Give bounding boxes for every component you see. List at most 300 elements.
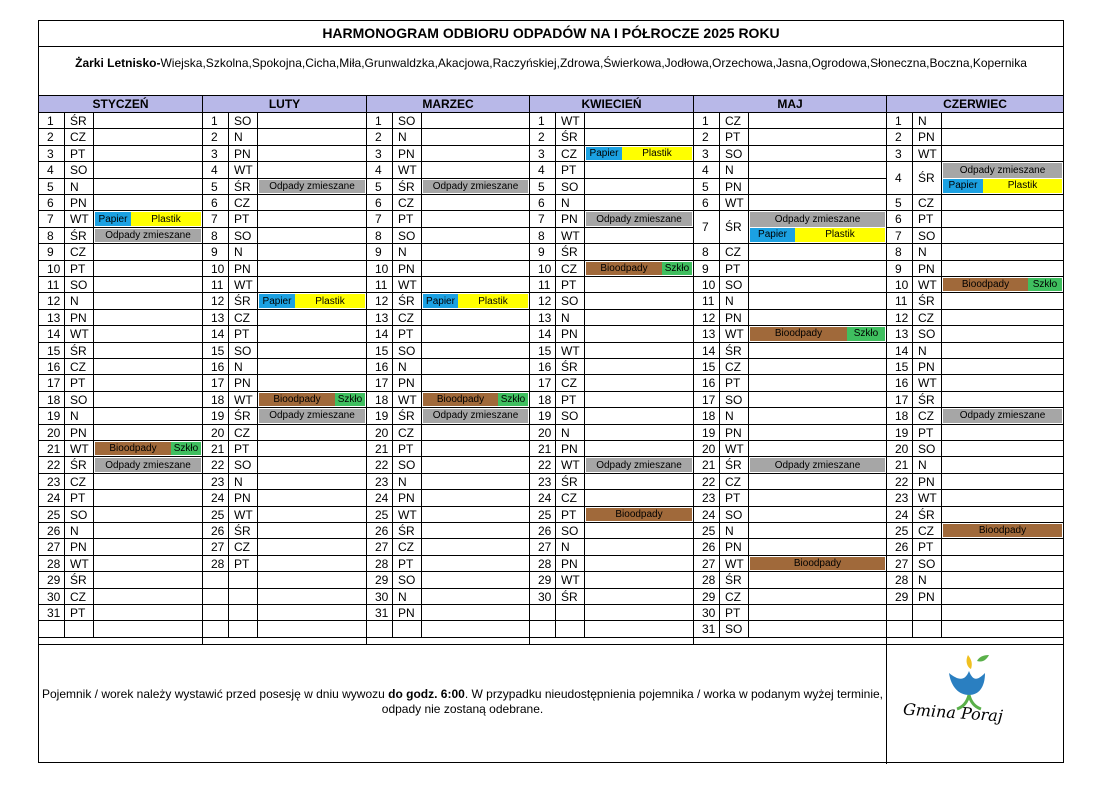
- day-name: CZ: [556, 146, 585, 162]
- day-name: WT: [393, 162, 422, 178]
- day-number: 17: [887, 392, 913, 408]
- day-number: 31: [694, 621, 720, 637]
- day-name: N: [393, 474, 422, 490]
- day-number: 28: [694, 572, 720, 588]
- day-number: 16: [530, 359, 556, 375]
- day-name: SO: [65, 162, 94, 178]
- day-number: 24: [39, 490, 65, 506]
- day-name: SO: [913, 556, 942, 572]
- collection-cell: [94, 605, 202, 621]
- day-number: 4: [367, 162, 393, 178]
- collection-cell: [94, 490, 202, 506]
- collection-cell: [749, 507, 886, 523]
- day-name: N: [556, 425, 585, 441]
- collection-cell: [94, 326, 202, 342]
- day-name: N: [65, 179, 94, 195]
- waste-tag-szklo: Szkło: [171, 442, 201, 455]
- collection-cell: [585, 457, 693, 473]
- collection-cell: [749, 408, 886, 424]
- day-number: 23: [887, 490, 913, 506]
- day-name: PN: [65, 425, 94, 441]
- day-name: CZ: [65, 129, 94, 145]
- collection-cell: [585, 375, 693, 391]
- calendar-grid: [39, 96, 1063, 645]
- day-name: N: [913, 113, 942, 129]
- day-number: 19: [39, 408, 65, 424]
- day-name: SO: [720, 277, 749, 293]
- empty-cell: [585, 605, 693, 621]
- collection-cell: [422, 490, 529, 506]
- day-name: WT: [913, 375, 942, 391]
- collection-cell: [942, 589, 1063, 605]
- day-number: 20: [530, 425, 556, 441]
- empty-cell: [229, 621, 258, 637]
- collection-cell: [94, 310, 202, 326]
- day-number: 12: [530, 293, 556, 309]
- day-name: PT: [720, 129, 749, 145]
- day-number: 20: [203, 425, 229, 441]
- day-name: PN: [720, 539, 749, 555]
- day-number: 14: [887, 343, 913, 359]
- day-number: 23: [39, 474, 65, 490]
- day-number: 19: [530, 408, 556, 424]
- day-name: ŚR: [65, 113, 94, 129]
- day-number: 23: [203, 474, 229, 490]
- day-name: WT: [65, 556, 94, 572]
- day-number: 4: [530, 162, 556, 178]
- day-number: 6: [367, 195, 393, 211]
- day-name: N: [393, 129, 422, 145]
- day-number: 30: [39, 589, 65, 605]
- collection-cell: [422, 179, 529, 195]
- collection-cell: [585, 162, 693, 178]
- day-number: 23: [694, 490, 720, 506]
- collection-cell: [422, 326, 529, 342]
- collection-cell: [749, 310, 886, 326]
- day-number: 28: [530, 556, 556, 572]
- collection-cell: [258, 261, 366, 277]
- day-name: ŚR: [913, 162, 942, 195]
- day-name: ŚR: [556, 589, 585, 605]
- day-number: 22: [530, 457, 556, 473]
- day-name: WT: [556, 572, 585, 588]
- day-number: 30: [367, 589, 393, 605]
- day-number: 1: [203, 113, 229, 129]
- day-number: 8: [887, 244, 913, 260]
- day-name: PT: [556, 392, 585, 408]
- collection-cell: [942, 211, 1063, 227]
- day-name: SO: [65, 507, 94, 523]
- day-number: 1: [887, 113, 913, 129]
- day-name: PN: [393, 490, 422, 506]
- day-name: ŚR: [556, 359, 585, 375]
- day-name: CZ: [720, 244, 749, 260]
- day-number: 19: [694, 425, 720, 441]
- day-name: CZ: [65, 474, 94, 490]
- day-number: 28: [887, 572, 913, 588]
- day-number: 28: [39, 556, 65, 572]
- day-number: 28: [203, 556, 229, 572]
- waste-tag-bio: Bioodpady: [423, 393, 498, 406]
- day-number: 13: [203, 310, 229, 326]
- collection-cell: [585, 589, 693, 605]
- collection-cell: [94, 129, 202, 145]
- day-number: 3: [530, 146, 556, 162]
- collection-cell: [749, 621, 886, 637]
- day-number: 16: [203, 359, 229, 375]
- day-name: ŚR: [65, 572, 94, 588]
- day-number: 30: [530, 589, 556, 605]
- day-number: 24: [203, 490, 229, 506]
- day-name: WT: [393, 392, 422, 408]
- collection-cell: [94, 211, 202, 227]
- collection-cell: [94, 179, 202, 195]
- day-name: PT: [229, 441, 258, 457]
- day-number: 6: [887, 211, 913, 227]
- day-name: PN: [65, 539, 94, 555]
- empty-cell: [203, 589, 229, 605]
- empty-cell: [367, 621, 393, 637]
- day-number: 31: [367, 605, 393, 621]
- day-number: 18: [367, 392, 393, 408]
- gmina-logo-text: Gmina Poraj: [902, 699, 1004, 726]
- day-name: PN: [229, 490, 258, 506]
- empty-cell: [229, 605, 258, 621]
- day-number: 4: [694, 162, 720, 178]
- collection-cell: [585, 507, 693, 523]
- month-6: [887, 96, 1063, 644]
- day-name: ŚR: [65, 343, 94, 359]
- day-name: PT: [65, 146, 94, 162]
- day-name: ŚR: [720, 572, 749, 588]
- day-number: 21: [203, 441, 229, 457]
- waste-tag-szklo: Szkło: [335, 393, 365, 406]
- day-number: 12: [39, 293, 65, 309]
- day-number: 1: [694, 113, 720, 129]
- day-number: 22: [694, 474, 720, 490]
- day-name: PT: [393, 441, 422, 457]
- month-5: [694, 96, 887, 644]
- day-number: 2: [694, 129, 720, 145]
- month-header: STYCZEŃ: [39, 96, 202, 113]
- day-name: SO: [393, 572, 422, 588]
- waste-tag-mix: Odpady zmieszane: [943, 409, 1062, 422]
- day-number: 8: [203, 228, 229, 244]
- day-name: PN: [720, 179, 749, 195]
- collection-cell: [585, 293, 693, 309]
- empty-cell: [942, 605, 1063, 621]
- day-number: 17: [367, 375, 393, 391]
- collection-cell: [422, 539, 529, 555]
- day-number: 17: [203, 375, 229, 391]
- day-name: N: [65, 293, 94, 309]
- day-number: 11: [530, 277, 556, 293]
- collection-cell: [585, 146, 693, 162]
- day-number: 15: [887, 359, 913, 375]
- empty-cell: [530, 605, 556, 621]
- collection-cell: [749, 326, 886, 342]
- collection-cell: [585, 523, 693, 539]
- street-list: Wiejska,Szkolna,Spokojna,Cicha,Miła,Grunwaldzka,Akacjowa,Raczyńskiej,Zdrowa,Świerkowa,Jodłowa,Orzechowa,Jasna,Ogrodowa,Słoneczna,Boczna,Kopernika: [160, 56, 1027, 70]
- day-number: 27: [530, 539, 556, 555]
- day-number: 15: [39, 343, 65, 359]
- day-number: 8: [530, 228, 556, 244]
- collection-cell: [258, 490, 366, 506]
- day-number: 21: [694, 457, 720, 473]
- collection-cell: [942, 228, 1063, 244]
- collection-cell: [258, 343, 366, 359]
- collection-cell: [749, 261, 886, 277]
- gmina-logo: [887, 645, 1063, 764]
- day-name: PT: [229, 211, 258, 227]
- day-name: SO: [720, 392, 749, 408]
- day-name: ŚR: [393, 179, 422, 195]
- collection-notice: [39, 645, 887, 764]
- day-name: CZ: [393, 539, 422, 555]
- collection-cell: [749, 392, 886, 408]
- day-number: 14: [39, 326, 65, 342]
- empty-cell: [65, 621, 94, 637]
- collection-cell: [942, 359, 1063, 375]
- collection-cell: [749, 113, 886, 129]
- collection-cell: [585, 572, 693, 588]
- waste-tag-mix: Odpady zmieszane: [95, 229, 201, 242]
- collection-cell: [94, 244, 202, 260]
- day-number: 18: [203, 392, 229, 408]
- day-number: 5: [367, 179, 393, 195]
- waste-tag-papier: Papier: [943, 179, 983, 193]
- collection-cell: [258, 310, 366, 326]
- collection-cell: [942, 474, 1063, 490]
- day-name: WT: [720, 195, 749, 211]
- collection-cell: [258, 408, 366, 424]
- day-name: SO: [229, 228, 258, 244]
- collection-cell: [94, 507, 202, 523]
- day-name: N: [720, 523, 749, 539]
- collection-cell: [94, 261, 202, 277]
- day-name: WT: [913, 490, 942, 506]
- day-name: PT: [720, 605, 749, 621]
- day-number: 27: [39, 539, 65, 555]
- collection-cell: [94, 277, 202, 293]
- collection-cell: [94, 293, 202, 309]
- day-number: 21: [530, 441, 556, 457]
- day-number: 14: [367, 326, 393, 342]
- day-name: WT: [720, 556, 749, 572]
- day-name: N: [720, 162, 749, 178]
- day-number: 8: [694, 244, 720, 260]
- collection-cell: [942, 441, 1063, 457]
- day-number: 2: [367, 129, 393, 145]
- day-number: 9: [694, 261, 720, 277]
- day-number: 6: [203, 195, 229, 211]
- day-name: WT: [556, 343, 585, 359]
- waste-tag-bio: Bioodpady: [259, 393, 335, 406]
- day-name: SO: [229, 343, 258, 359]
- collection-cell: [749, 244, 886, 260]
- day-name: PN: [556, 441, 585, 457]
- collection-cell: [585, 195, 693, 211]
- day-name: SO: [913, 228, 942, 244]
- collection-cell: [749, 441, 886, 457]
- day-name: PN: [913, 129, 942, 145]
- collection-cell: [422, 556, 529, 572]
- waste-tag-mix: Odpady zmieszane: [259, 180, 365, 193]
- day-number: 10: [530, 261, 556, 277]
- collection-cell: [585, 556, 693, 572]
- collection-cell: [258, 211, 366, 227]
- empty-cell: [942, 621, 1063, 637]
- collection-cell: [94, 408, 202, 424]
- day-number: 3: [39, 146, 65, 162]
- day-number: 5: [887, 195, 913, 211]
- day-name: WT: [556, 457, 585, 473]
- day-number: 11: [694, 293, 720, 309]
- waste-tag-mix: Odpady zmieszane: [586, 212, 692, 225]
- waste-tag-szklo: Szkło: [847, 327, 885, 340]
- waste-tag-bio: Bioodpady: [943, 278, 1028, 291]
- day-name: N: [720, 293, 749, 309]
- day-number: 10: [203, 261, 229, 277]
- waste-tag-mix: Odpady zmieszane: [423, 409, 528, 422]
- day-number: 18: [39, 392, 65, 408]
- day-name: ŚR: [556, 129, 585, 145]
- day-name: CZ: [913, 523, 942, 539]
- collection-cell: [585, 343, 693, 359]
- collection-cell: [942, 146, 1063, 162]
- page-title: HARMONOGRAM ODBIORU ODPADÓW NA I PÓŁROCZE 2025 ROKU: [39, 21, 1063, 47]
- day-name: WT: [393, 507, 422, 523]
- day-name: CZ: [556, 375, 585, 391]
- day-name: WT: [393, 277, 422, 293]
- day-name: N: [229, 129, 258, 145]
- day-number: 8: [367, 228, 393, 244]
- day-name: CZ: [229, 425, 258, 441]
- day-name: ŚR: [720, 457, 749, 473]
- day-name: PT: [556, 507, 585, 523]
- day-number: 16: [694, 375, 720, 391]
- collection-cell: [422, 113, 529, 129]
- day-number: 11: [887, 293, 913, 309]
- day-number: 29: [367, 572, 393, 588]
- town-name: Żarki Letnisko-: [75, 56, 161, 70]
- day-name: ŚR: [393, 523, 422, 539]
- day-name: ŚR: [65, 228, 94, 244]
- empty-cell: [913, 605, 942, 621]
- empty-cell: [556, 621, 585, 637]
- month-header: LUTY: [203, 96, 366, 113]
- collection-cell: [749, 179, 886, 195]
- empty-cell: [258, 572, 366, 588]
- day-number: 12: [694, 310, 720, 326]
- empty-cell: [203, 605, 229, 621]
- day-name: WT: [720, 441, 749, 457]
- collection-cell: [94, 457, 202, 473]
- empty-cell: [887, 605, 913, 621]
- day-name: SO: [229, 457, 258, 473]
- collection-cell: [422, 129, 529, 145]
- collection-cell: [749, 146, 886, 162]
- day-name: CZ: [229, 195, 258, 211]
- day-name: ŚR: [913, 293, 942, 309]
- day-name: PN: [65, 310, 94, 326]
- day-number: 12: [887, 310, 913, 326]
- waste-tag-bio: Bioodpady: [943, 524, 1062, 537]
- month-1: [39, 96, 203, 644]
- day-name: PN: [393, 146, 422, 162]
- day-name: CZ: [913, 310, 942, 326]
- day-number: 11: [39, 277, 65, 293]
- day-name: ŚR: [393, 408, 422, 424]
- day-number: 14: [694, 343, 720, 359]
- collection-cell: [942, 523, 1063, 539]
- collection-cell: [94, 441, 202, 457]
- day-name: WT: [229, 392, 258, 408]
- collection-cell: [942, 425, 1063, 441]
- day-name: N: [229, 474, 258, 490]
- day-name: CZ: [229, 539, 258, 555]
- day-name: N: [556, 195, 585, 211]
- collection-cell: [422, 507, 529, 523]
- day-number: 9: [39, 244, 65, 260]
- day-number: 29: [694, 589, 720, 605]
- footer: [39, 645, 1063, 764]
- collection-cell: [94, 375, 202, 391]
- day-number: 1: [39, 113, 65, 129]
- collection-cell: [942, 195, 1063, 211]
- collection-cell: [749, 425, 886, 441]
- month-header: KWIECIEŃ: [530, 96, 693, 113]
- collection-cell: [749, 490, 886, 506]
- day-name: CZ: [393, 195, 422, 211]
- day-number: 17: [530, 375, 556, 391]
- waste-tag-mix: Odpady zmieszane: [750, 212, 885, 226]
- collection-cell: [749, 474, 886, 490]
- day-name: PT: [913, 425, 942, 441]
- empty-cell: [258, 589, 366, 605]
- collection-cell: [585, 474, 693, 490]
- day-number: 12: [203, 293, 229, 309]
- day-number: 5: [39, 179, 65, 195]
- day-name: SO: [720, 621, 749, 637]
- collection-cell: [585, 211, 693, 227]
- day-name: CZ: [720, 589, 749, 605]
- waste-tag-plastik: Plastik: [795, 228, 885, 242]
- collection-cell: [94, 474, 202, 490]
- day-name: SO: [393, 457, 422, 473]
- day-number: 17: [694, 392, 720, 408]
- day-number: 3: [887, 146, 913, 162]
- day-name: ŚR: [229, 293, 258, 309]
- day-name: CZ: [720, 113, 749, 129]
- day-number: 26: [530, 523, 556, 539]
- day-name: SO: [556, 293, 585, 309]
- day-number: 23: [367, 474, 393, 490]
- empty-cell: [422, 621, 529, 637]
- day-name: N: [65, 408, 94, 424]
- collection-cell: [749, 572, 886, 588]
- day-number: 6: [530, 195, 556, 211]
- day-name: PT: [720, 375, 749, 391]
- waste-tag-bio: Bioodpady: [95, 442, 171, 455]
- day-name: N: [913, 343, 942, 359]
- collection-cell: [258, 359, 366, 375]
- collection-cell: [585, 129, 693, 145]
- day-name: CZ: [393, 310, 422, 326]
- notice-deadline: do godz. 6:00: [388, 687, 465, 701]
- day-name: WT: [556, 228, 585, 244]
- day-name: SO: [913, 326, 942, 342]
